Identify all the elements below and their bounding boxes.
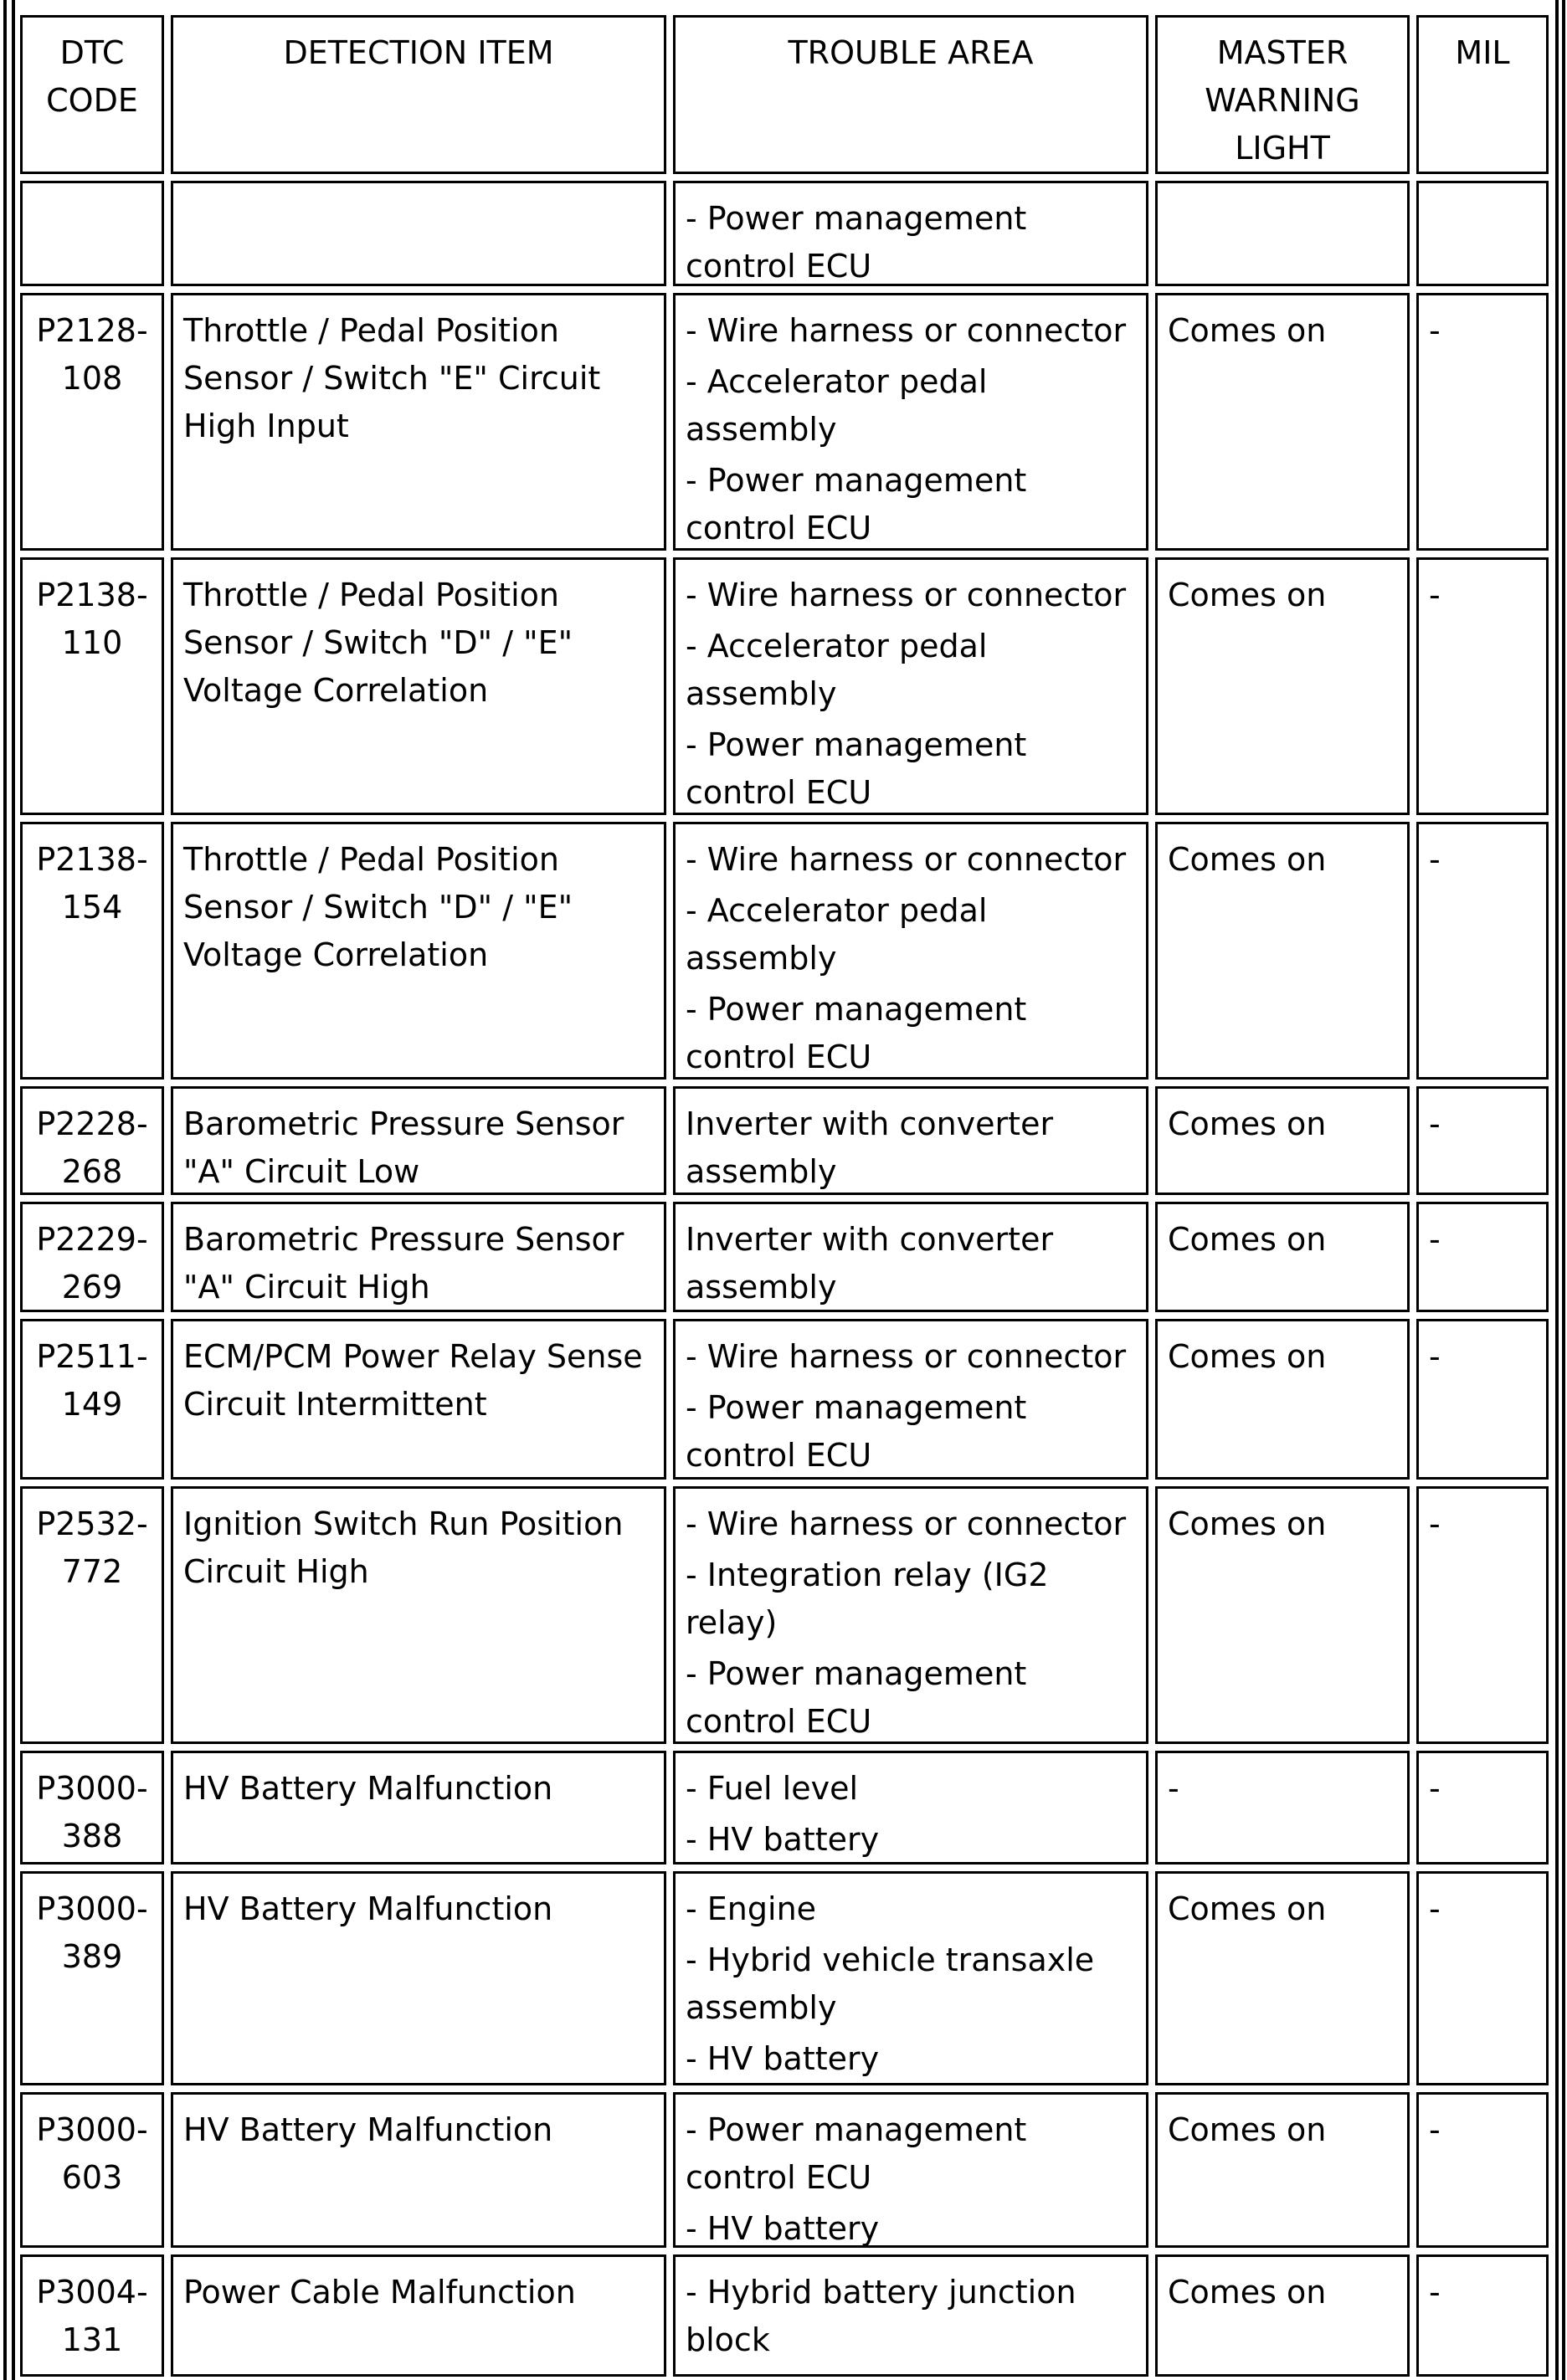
header-label: MIL [1455,34,1510,71]
dtc-code-cell [20,822,164,1080]
trouble-area-line: block [686,2321,770,2358]
trouble-area-line: - Fuel level [686,1770,859,1807]
trouble-area-line: - Power management [686,726,1027,763]
trouble-area-line: - Power management [686,2111,1027,2148]
detection-item-cell [171,2254,666,2377]
trouble-area-line: - Hybrid vehicle transaxle [686,1941,1095,1978]
trouble-area-line: - Accelerator pedal [686,892,988,929]
trouble-area-line: - HV battery [686,2210,880,2247]
mil-cell [1416,1202,1549,1312]
mil-cell [1416,822,1549,1080]
dtc-code-line: 269 [61,1269,123,1305]
mil-cell [1416,1086,1549,1195]
dtc-code-line: 131 [61,2321,123,2358]
trouble-area-cell [673,1486,1148,1744]
mil-cell [1416,1751,1549,1865]
trouble-area-line: - Wire harness or connector [686,312,1127,349]
mil-cell [1416,1486,1549,1744]
mil-cell [1416,557,1549,815]
detection-item-line: Voltage Correlation [183,672,489,709]
detection-item-line: "A" Circuit High [183,1269,430,1305]
trouble-area-line: - Wire harness or connector [686,1505,1127,1542]
trouble-area-line: relay) [686,1604,778,1641]
trouble-area-line: - Power management [686,1389,1027,1426]
trouble-area-line: control ECU [686,248,872,285]
detection-item-cell [171,2092,666,2248]
dtc-code-line: P3004- [36,2274,148,2311]
trouble-area-cell [673,1202,1148,1312]
trouble-area-line: Inverter with converter [686,1105,1054,1142]
dtc-code-line: 110 [61,624,123,661]
trouble-area-line: assembly [686,675,837,712]
dtc-code-line: 149 [61,1386,123,1423]
table-frame-rule [3,0,7,2380]
mil-cell [1416,1319,1549,1480]
dtc-code-line: P2511- [36,1338,148,1375]
master-warning-light-value: Comes on [1168,2111,1327,2148]
header-label: LIGHT [1235,130,1330,167]
table-frame-rule [12,0,15,2380]
detection-item-line: HV Battery Malfunction [183,2111,553,2148]
trouble-area-line: assembly [686,1269,837,1305]
trouble-area-line: control ECU [686,1039,872,1075]
master-warning-light-cell [1155,1751,1410,1865]
detection-item-line: Throttle / Pedal Position [183,577,559,613]
mil-value: - [1429,1105,1441,1142]
dtc-code-line: P2532- [36,1505,148,1542]
detection-item-line: Barometric Pressure Sensor [183,1221,624,1258]
detection-item-cell [171,1871,666,2085]
mil-cell [1416,181,1549,286]
dtc-code-cell [20,181,164,286]
mil-value: - [1429,841,1441,878]
detection-item-cell [171,1751,666,1865]
dtc-code-line: 268 [61,1153,123,1190]
detection-item-cell [171,1319,666,1480]
master-warning-light-value: Comes on [1168,1890,1327,1927]
mil-value: - [1429,1338,1441,1375]
header-mil [1416,15,1549,174]
dtc-code-line: 389 [61,1938,123,1975]
detection-item-line: Throttle / Pedal Position [183,312,559,349]
detection-item-cell [171,822,666,1080]
header-label: MASTER [1216,34,1349,71]
master-warning-light-cell [1155,1319,1410,1480]
header-dtc-code [20,15,164,174]
detection-item-cell [171,1086,666,1195]
trouble-area-cell [673,2092,1148,2248]
header-label: TROUBLE AREA [788,34,1034,71]
trouble-area-line: - HV battery [686,2040,880,2077]
header-label: CODE [46,82,138,119]
dtc-code-line: P2138- [36,841,148,878]
detection-item-cell [171,293,666,551]
mil-cell [1416,2092,1549,2248]
dtc-code-line: P2138- [36,577,148,613]
master-warning-light-value: Comes on [1168,312,1327,349]
mil-value: - [1429,312,1441,349]
master-warning-light-cell [1155,2092,1410,2248]
dtc-code-line: 388 [61,1818,123,1854]
dtc-code-line: P3000- [36,1770,148,1807]
mil-value: - [1429,577,1441,613]
trouble-area-cell [673,1751,1148,1865]
trouble-area-line: - Engine [686,1890,817,1927]
trouble-area-cell [673,181,1148,286]
mil-value: - [1429,1890,1441,1927]
trouble-area-line: - Integration relay (IG2 [686,1557,1049,1593]
mil-value: - [1429,1221,1441,1258]
master-warning-light-value: Comes on [1168,2274,1327,2311]
master-warning-light-value: - [1168,1770,1179,1807]
detection-item-cell [171,557,666,815]
dtc-code-line: P2228- [36,1105,148,1142]
master-warning-light-value: Comes on [1168,841,1327,878]
master-warning-light-cell [1155,1486,1410,1744]
trouble-area-line: Inverter with converter [686,1221,1054,1258]
trouble-area-line: - Wire harness or connector [686,841,1127,878]
master-warning-light-cell [1155,1871,1410,2085]
trouble-area-line: - HV battery [686,1821,880,1858]
detection-item-line: HV Battery Malfunction [183,1890,553,1927]
dtc-code-line: P2229- [36,1221,148,1258]
detection-item-line: Throttle / Pedal Position [183,841,559,878]
detection-item-line: "A" Circuit Low [183,1153,420,1190]
dtc-code-line: 154 [61,889,123,926]
detection-item-line: Sensor / Switch "D" / "E" [183,889,573,926]
trouble-area-line: - Accelerator pedal [686,628,988,664]
trouble-area-line: - Power management [686,462,1027,499]
dtc-code-line: P3000- [36,1890,148,1927]
header-label: WARNING [1205,82,1360,119]
dtc-code-cell [20,1486,164,1744]
dtc-code-cell [20,1871,164,2085]
detection-item-line: HV Battery Malfunction [183,1770,553,1807]
dtc-code-line: 108 [61,360,123,397]
mil-cell [1416,2254,1549,2377]
dtc-code-line: P2128- [36,312,148,349]
master-warning-light-cell [1155,822,1410,1080]
master-warning-light-cell [1155,293,1410,551]
trouble-area-cell [673,822,1148,1080]
header-label: DTC [59,34,125,71]
detection-item-cell [171,1486,666,1744]
trouble-area-line: control ECU [686,510,872,546]
trouble-area-line: control ECU [686,1437,872,1474]
dtc-code-cell [20,2092,164,2248]
master-warning-light-cell [1155,1202,1410,1312]
trouble-area-cell [673,293,1148,551]
master-warning-light-value: Comes on [1168,1105,1327,1142]
dtc-code-line: 603 [61,2159,123,2196]
detection-item-line: High Input [183,408,349,444]
dtc-code-line: 772 [61,1553,123,1590]
dtc-code-cell [20,2254,164,2377]
trouble-area-line: control ECU [686,1703,872,1740]
master-warning-light-cell [1155,181,1410,286]
master-warning-light-value: Comes on [1168,577,1327,613]
master-warning-light-cell [1155,2254,1410,2377]
mil-value: - [1429,2111,1441,2148]
header-master-warning-light [1155,15,1410,174]
master-warning-light-value: Comes on [1168,1338,1327,1375]
trouble-area-cell [673,557,1148,815]
trouble-area-line: - Wire harness or connector [686,577,1127,613]
dtc-code-cell [20,1319,164,1480]
master-warning-light-cell [1155,557,1410,815]
table-frame-rule [1555,0,1559,2380]
detection-item-line: ECM/PCM Power Relay Sense [183,1338,643,1375]
detection-item-line: Barometric Pressure Sensor [183,1105,624,1142]
detection-item-cell [171,181,666,286]
master-warning-light-value: Comes on [1168,1505,1327,1542]
dtc-code-cell [20,1751,164,1865]
detection-item-line: Sensor / Switch "D" / "E" [183,624,573,661]
trouble-area-line: assembly [686,1989,837,2026]
trouble-area-line: - Wire harness or connector [686,1338,1127,1375]
trouble-area-line: - Power management [686,200,1027,237]
mil-value: - [1429,1505,1441,1542]
detection-item-line: Circuit Intermittent [183,1386,487,1423]
dtc-code-cell [20,293,164,551]
trouble-area-cell [673,2254,1148,2377]
mil-value: - [1429,1770,1441,1807]
trouble-area-cell [673,1871,1148,2085]
trouble-area-line: - Power management [686,991,1027,1028]
trouble-area-line: assembly [686,940,837,977]
dtc-code-line: P3000- [36,2111,148,2148]
detection-item-line: Circuit High [183,1553,369,1590]
mil-cell [1416,1871,1549,2085]
dtc-code-cell [20,1086,164,1195]
trouble-area-line: - Accelerator pedal [686,363,988,400]
dtc-code-cell [20,557,164,815]
trouble-area-line: assembly [686,411,837,448]
trouble-area-line: assembly [686,1153,837,1190]
mil-value: - [1429,2274,1441,2311]
dtc-code-cell [20,1202,164,1312]
trouble-area-line: control ECU [686,2159,872,2196]
trouble-area-line: - Hybrid battery junction [686,2274,1076,2311]
trouble-area-cell [673,1319,1148,1480]
trouble-area-line: control ECU [686,774,872,811]
detection-item-line: Sensor / Switch "E" Circuit [183,360,601,397]
mil-cell [1416,293,1549,551]
master-warning-light-value: Comes on [1168,1221,1327,1258]
detection-item-cell [171,1202,666,1312]
detection-item-line: Voltage Correlation [183,936,489,973]
detection-item-line: Power Cable Malfunction [183,2274,576,2311]
master-warning-light-cell [1155,1086,1410,1195]
detection-item-line: Ignition Switch Run Position [183,1505,624,1542]
trouble-area-cell [673,1086,1148,1195]
header-label: DETECTION ITEM [283,34,554,71]
header-trouble-area [673,15,1148,174]
trouble-area-line: - Power management [686,1655,1027,1692]
table-frame-rule [1562,0,1565,2380]
header-detection-item [171,15,666,174]
